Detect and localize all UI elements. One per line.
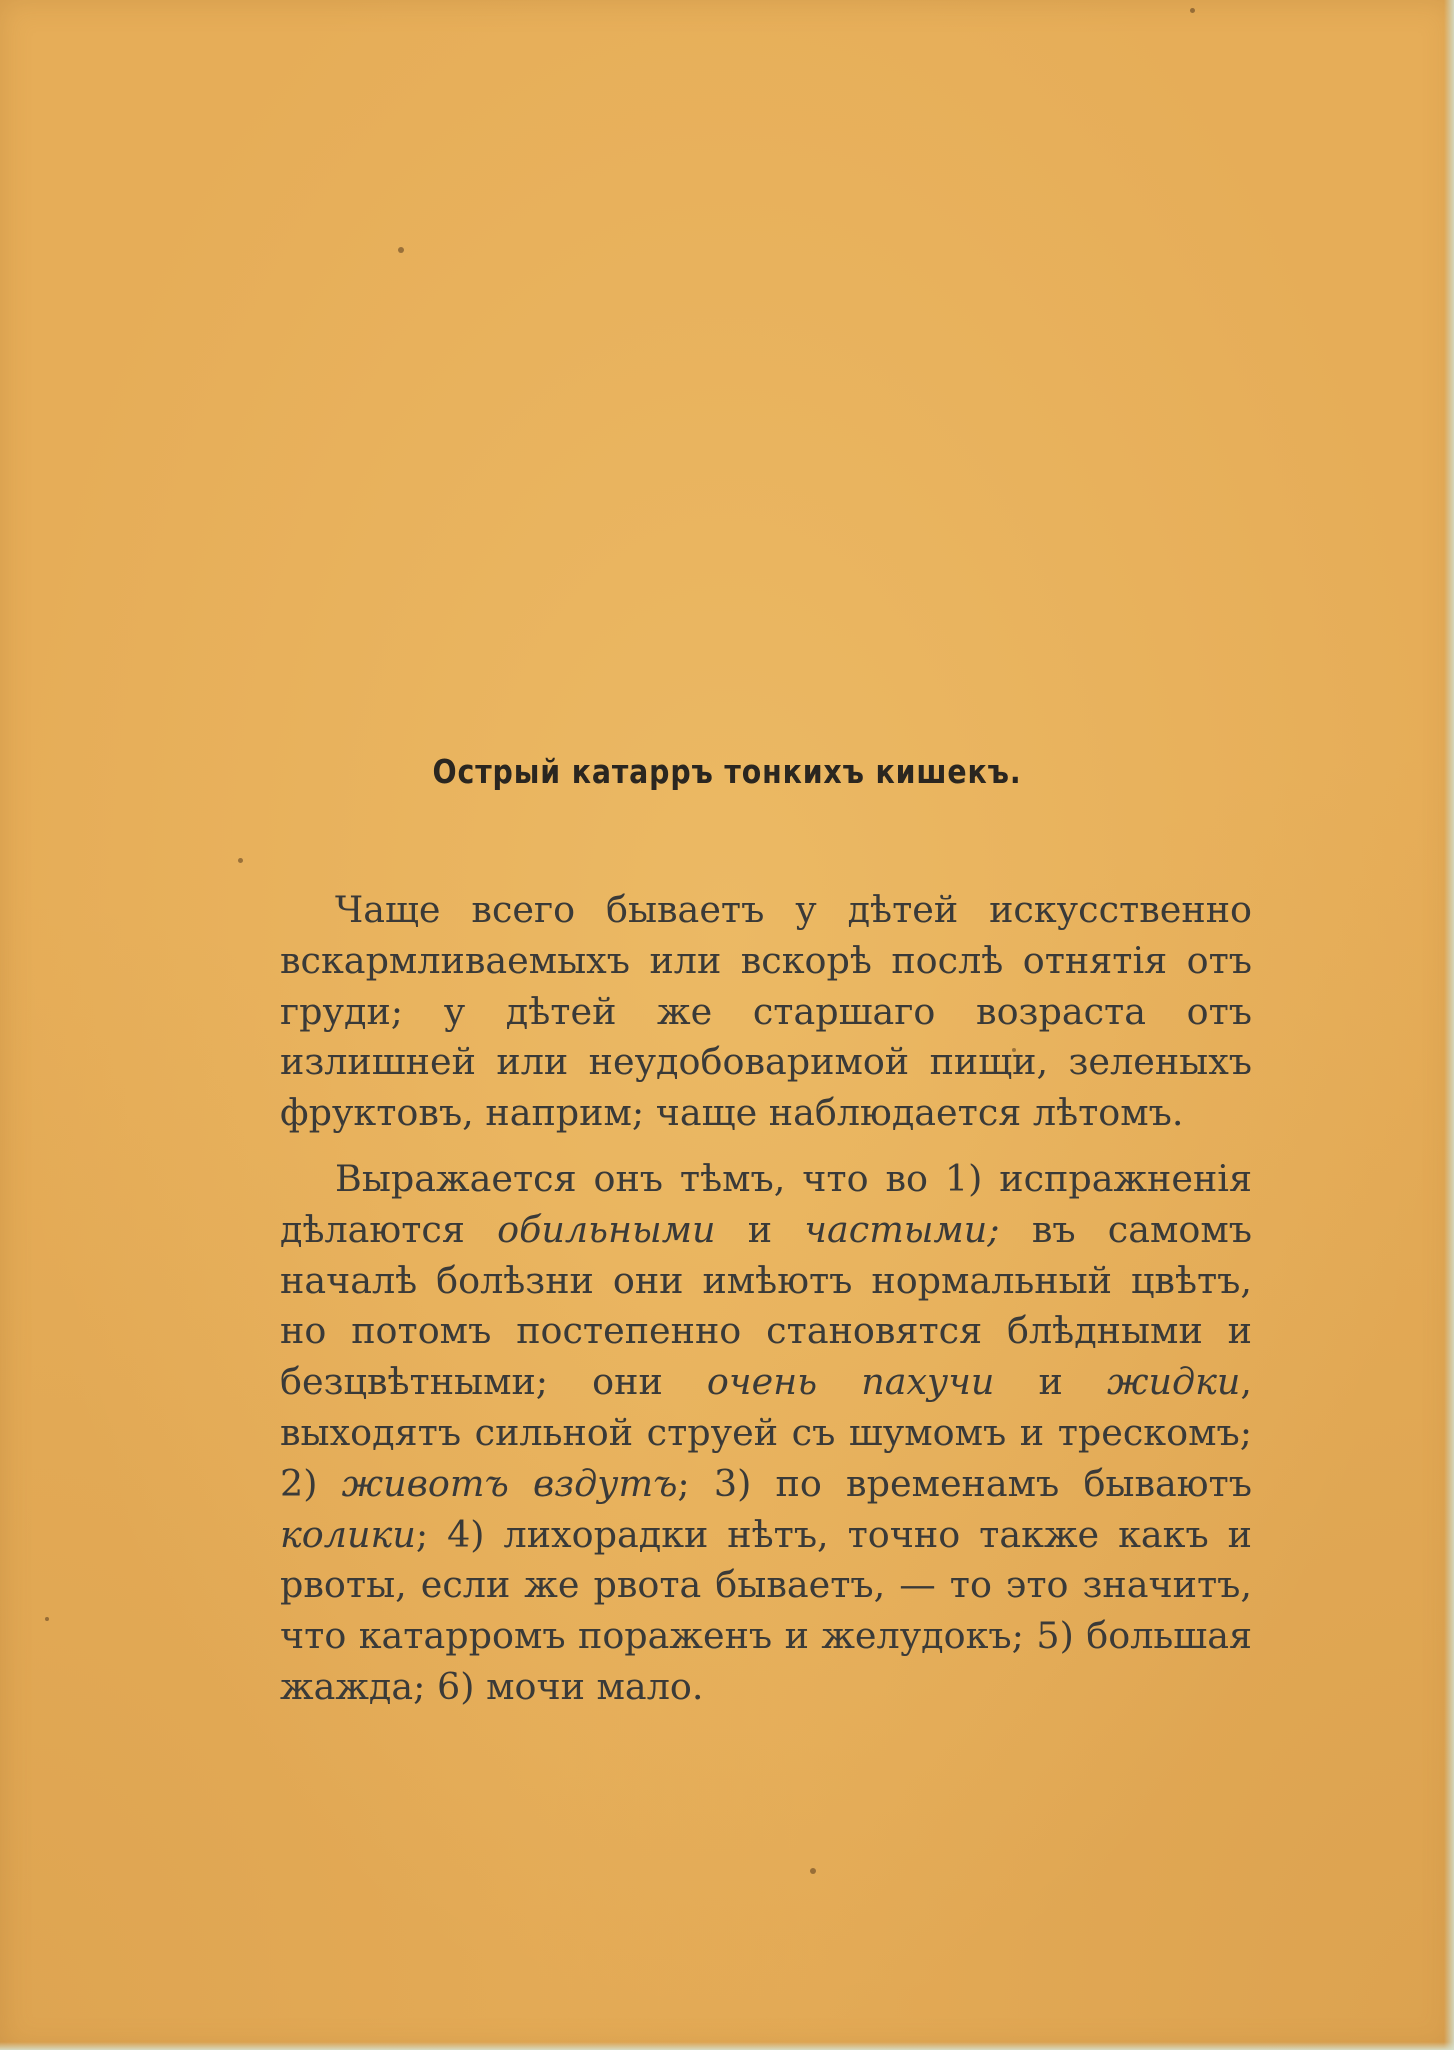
paper-speck <box>45 1617 49 1621</box>
italic-term: жидки <box>1106 1360 1241 1404</box>
paper-speck <box>398 247 404 253</box>
paper-speck <box>810 1868 816 1874</box>
text-run: и <box>715 1207 805 1251</box>
text-run: Выражается онъ тѣмъ, что во 1) испражненія дѣлаются <box>280 1156 1252 1251</box>
italic-term: колики <box>280 1512 416 1556</box>
italic-term: животъ вздутъ <box>341 1461 678 1505</box>
paragraph-2 <box>280 1154 1252 1713</box>
italic-term: очень пахучи <box>706 1360 995 1404</box>
paragraph-1: Чаще всего бываетъ у дѣтей искусственно вскармливаемыхъ или вскорѣ послѣ отнятія отъ груди; у дѣтей же старшаго возраста отъ излишней или неудобоваримой пищи, зеленыхъ фруктовъ, наприм; чаще наблюдается лѣтомъ. <box>280 888 1252 1135</box>
italic-term: обильными <box>497 1207 716 1251</box>
paper-speck <box>238 858 243 863</box>
text-run: , выходятъ сильной струей съ шумомъ и трескомъ; 2) <box>280 1360 1252 1505</box>
page-edge-right <box>1444 0 1454 2050</box>
text-run: въ самомъ началѣ болѣзни они имѣютъ нормальный цвѣтъ, но потомъ постепенно становятся блѣдными и безцвѣтными; они <box>280 1207 1252 1404</box>
text-run: ; 3) по временамъ бываютъ <box>677 1461 1252 1505</box>
italic-term: частыми; <box>804 1207 1000 1251</box>
text-run: и <box>994 1360 1107 1404</box>
body-text <box>280 885 1252 1713</box>
page-edge-bottom <box>0 2042 1454 2050</box>
text-run: ; 4) лихорадки нѣтъ, точно также какъ и рвоты, если же рвота бываетъ, — то это значитъ, что катарромъ пораженъ и желудокъ; 5) большая жажда; 6) мочи мало. <box>280 1512 1252 1708</box>
paper-speck <box>1190 8 1195 13</box>
section-title: Острый катарръ тонкихъ кишекъ. <box>432 752 1022 791</box>
